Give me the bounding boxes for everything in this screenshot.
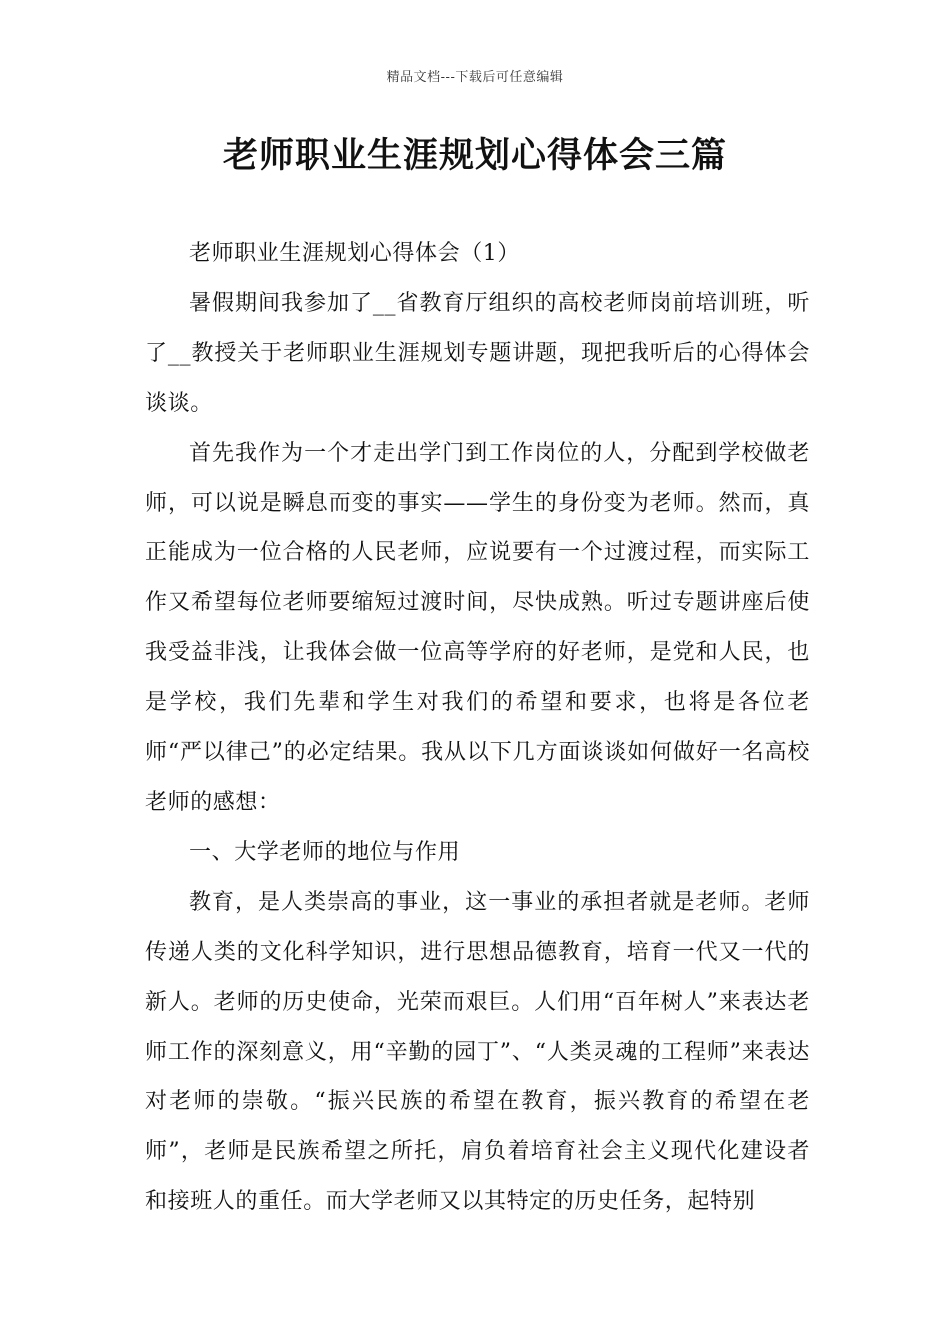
paragraph: 首先我作为一个才走出学门到工作岗位的人，分配到学校做老师，可以说是瞬息而变的事实——学生的身份变为老师。然而，真正能成为一位合格的人民老师，应说要有一个过渡过程，而实际工作又希望每位老师要缩短过渡时间，尽快成熟。听过专题讲座后使我受益非浅，让我体会做一位高等学府的好老师，是党和人民，也是学校，我们先辈和学生对我们的希望和要求，也将是各位老师“严以律己”的必定结果。我从以下几方面谈谈如何做好一名高校老师的感想： bbox=[145, 440, 810, 815]
paragraph: 教育，是人类崇高的事业，这一事业的承担者就是老师。老师传递人类的文化科学知识，进行思想品德教育，培育一代又一代的新人。老师的历史使命，光荣而艰巨。人们用“百年树人”来表达老师工作的深刻意义，用“辛勤的园丁”、“人类灵魂的工程师”来表达对老师的崇敬。“振兴民族的希望在教育，振兴教育的希望在老师”，老师是民族希望之所托，肩负着培育社会主义现代化建设者和接班人的重任。而大学老师又以其特定的历史任务，起特别 bbox=[145, 889, 810, 1215]
section-heading: 一、大学老师的地位与作用 bbox=[189, 839, 461, 865]
document-title: 老师职业生涯规划心得体会三篇 bbox=[222, 135, 727, 176]
header-note: 精品文档---下载后可任意编辑 bbox=[386, 70, 564, 85]
document-body bbox=[145, 229, 810, 1227]
paragraph: 暑假期间我参加了__省教育厅组织的高校老师岗前培训班，听了__教授关于老师职业生涯规划专题讲题，现把我听后的心得体会谈谈。 bbox=[145, 290, 810, 416]
section-subtitle: 老师职业生涯规划心得体会（1） bbox=[189, 241, 520, 266]
